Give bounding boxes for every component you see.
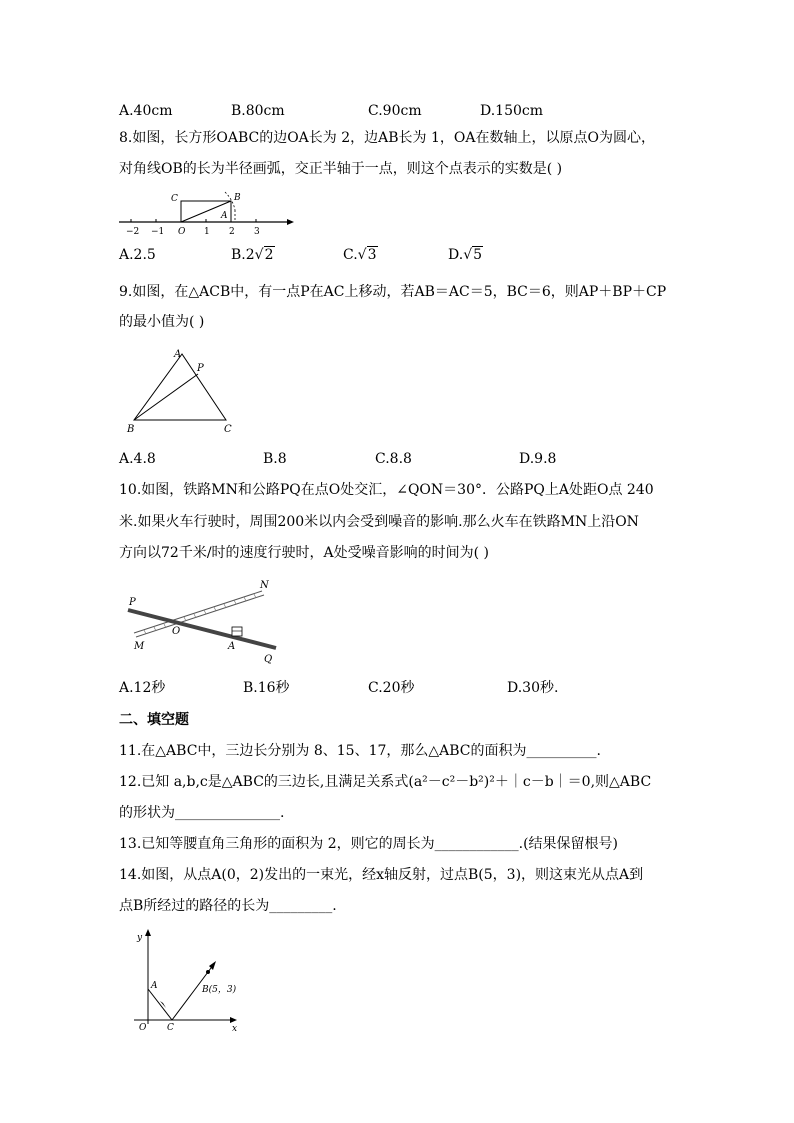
q10-option-a: A.12秒 <box>119 680 166 696</box>
q8-tick-origin: O <box>178 227 186 237</box>
q8-option-c: C.√3 <box>343 247 377 263</box>
q10-line2: 米.如果火车行驶时，周围200米以内会受到噪音的影响.那么火车在铁路MN上沿ON <box>119 514 639 530</box>
q8-tick-2: 2 <box>229 227 235 237</box>
q8-label-a: A <box>221 211 228 221</box>
q14-label-c: C <box>167 1023 174 1033</box>
q10-label-a: A <box>228 641 236 652</box>
q8-option-a: A.2.5 <box>119 247 156 263</box>
q8-line2: 对角线OB的长为半径画弧，交正半轴于一点，则这个点表示的实数是( ) <box>119 161 563 177</box>
q13-text: 13.已知等腰直角三角形的面积为 2，则它的周长为____________.(结果保留根号) <box>119 836 618 852</box>
q14-label-a: A <box>151 981 158 991</box>
q14-line2: 点B所经过的路径的长为_________. <box>119 898 337 914</box>
q10-option-d: D.30秒. <box>507 680 559 696</box>
q9-line1: 9.如图，在△ACB中，有一点P在AC上移动，若AB＝AC＝5，BC＝6，则AP＋BP＋CP <box>119 284 667 300</box>
q10-line3: 方向以72千米/时的速度行驶时，A处受噪音影响的时间为( ) <box>119 545 490 561</box>
q10-label-o: O <box>172 626 181 637</box>
q7-option-d: D.150cm <box>480 103 544 119</box>
q8-option-d-radicand: 5 <box>473 247 483 263</box>
q12-line1: 12.已知 a,b,c是△ABC的三边长,且满足关系式(a²－c²－b²)²＋｜c－b｜＝0,则△ABC <box>119 774 652 790</box>
q8-option-c-prefix: C. <box>343 247 358 263</box>
q8-tick-1: 1 <box>204 227 210 237</box>
q9-option-b: B.8 <box>263 451 287 467</box>
q14-label-y: y <box>137 933 143 943</box>
q9-label-p: P <box>197 363 204 374</box>
q10-label-p: P <box>129 597 136 608</box>
q8-tick-neg1: −1 <box>151 227 165 237</box>
q8-tick-3: 3 <box>254 227 260 237</box>
q14-coordinate-figure <box>130 926 245 1034</box>
q9-line2: 的最小值为( ) <box>119 314 205 330</box>
q7-option-a: A.40cm <box>119 103 173 119</box>
q8-option-b-radicand: 2 <box>264 247 274 263</box>
q9-label-c: C <box>224 424 232 435</box>
q8-option-d-prefix: D. <box>448 247 464 263</box>
q14-label-x: x <box>232 1024 238 1034</box>
q10-railway-road-figure <box>124 578 284 668</box>
q8-tick-neg2: −2 <box>126 227 140 237</box>
q14-line1: 14.如图，从点A(0，2)发出的一束光，经x轴反射，过点B(5，3)，则这束光从点A到 <box>119 867 644 883</box>
q14-label-o: O <box>139 1023 147 1033</box>
q10-label-q: Q <box>264 654 273 665</box>
section-heading: 二、填空题 <box>119 712 189 728</box>
q7-option-c: C.90cm <box>368 103 422 119</box>
q7-option-b: B.80cm <box>231 103 285 119</box>
q9-option-d: D.9.8 <box>519 451 557 467</box>
q8-label-b: B <box>234 193 241 203</box>
q8-line1: 8.如图，长方形OABC的边OA长为 2，边AB长为 1，OA在数轴上，以原点O为圆心， <box>119 130 655 146</box>
q10-label-n: N <box>260 580 269 591</box>
q11-text: 11.在△ABC中，三边长分别为 8、15、17，那么△ABC的面积为__________. <box>119 743 601 759</box>
q10-option-c: C.20秒 <box>368 680 415 696</box>
q10-label-m: M <box>134 641 145 652</box>
q9-triangle-figure <box>124 346 244 436</box>
q8-label-c: C <box>171 194 178 204</box>
q8-number-line-figure <box>119 186 294 238</box>
q9-option-a: A.4.8 <box>119 451 156 467</box>
q10-option-b: B.16秒 <box>243 680 290 696</box>
q8-option-b: B.2√2 <box>231 247 274 263</box>
q9-label-b: B <box>127 424 135 435</box>
q8-option-b-prefix: B.2 <box>231 247 255 263</box>
q12-line2: 的形状为_______________. <box>119 805 285 821</box>
q9-label-a: A <box>174 349 182 360</box>
q8-option-c-radicand: 3 <box>367 247 377 263</box>
q9-option-c: C.8.8 <box>375 451 412 467</box>
q8-option-d: D.√5 <box>448 247 483 263</box>
q10-line1: 10.如图，铁路MN和公路PQ在点O处交汇，∠QON＝30°．公路PQ上A处距O点 240 <box>119 482 654 498</box>
q14-label-b: B(5，3) <box>202 985 237 995</box>
